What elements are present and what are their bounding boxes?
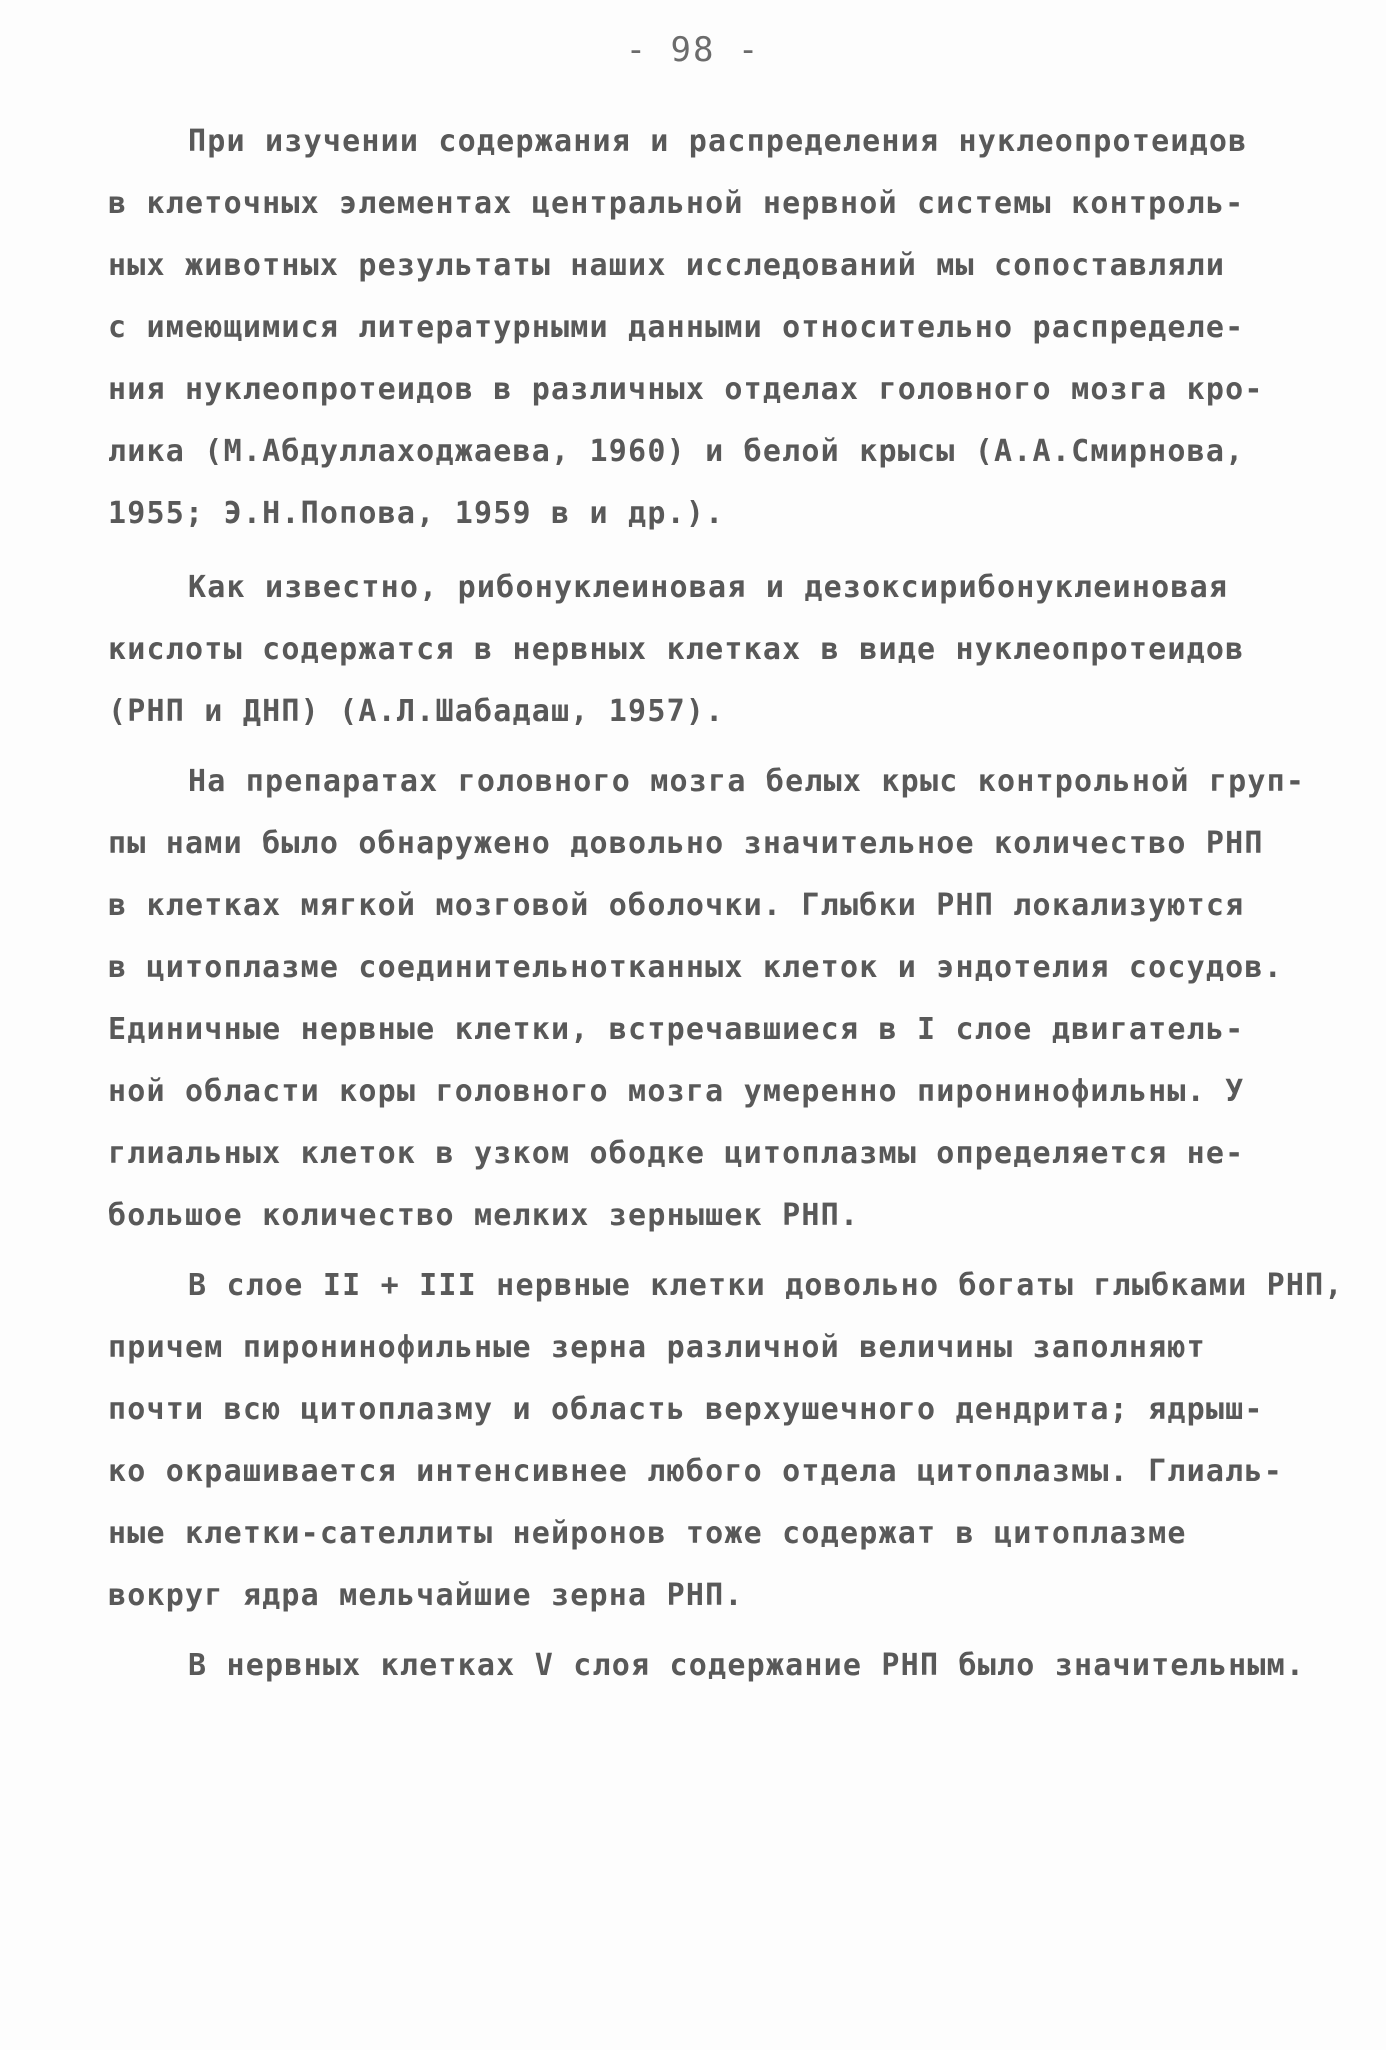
text-line: ной области коры головного мозга умеренно пиронинофильны. У	[108, 1074, 1245, 1109]
text-line: При изучении содержания и распределения нуклеопротеидов	[188, 124, 1248, 159]
text-line: глиальных клеток в узком ободке цитоплазмы определяется не-	[108, 1136, 1245, 1171]
text-line: лика (М.Абдуллаходжаева, 1960) и белой крысы (А.А.Смирнова,	[108, 434, 1245, 469]
text-line: Как известно, рибонуклеиновая и дезоксирибонуклеиновая	[188, 570, 1229, 605]
text-line: с имеющимися литературными данными относительно распределе-	[108, 310, 1245, 345]
text-line: Единичные нервные клетки, встречавшиеся в I слое двигатель-	[108, 1012, 1245, 1047]
text-line: (РНП и ДНП) (А.Л.Шабадаш, 1957).	[108, 694, 725, 729]
text-line: 1955; Э.Н.Попова, 1959 в и др.).	[108, 496, 725, 531]
text-line: На препаратах головного мозга белых крыс контрольной груп-	[188, 764, 1306, 799]
text-line: вокруг ядра мельчайшие зерна РНП.	[108, 1578, 744, 1613]
page-number: - 98 -	[625, 30, 761, 70]
text-line: пы нами было обнаружено довольно значительное количество РНП	[108, 826, 1264, 861]
text-line: В слое II + III нервные клетки довольно богаты глыбками РНП,	[188, 1268, 1344, 1303]
text-line: ных животных результаты наших исследований мы сопоставляли	[108, 248, 1226, 283]
text-line: ния нуклеопротеидов в различных отделах головного мозга кро-	[108, 372, 1264, 407]
text-line: в клеточных элементах центральной нервной системы контроль-	[108, 186, 1245, 221]
text-line: ные клетки-сателлиты нейронов тоже содержат в цитоплазме	[108, 1516, 1187, 1551]
text-line: большое количество мелких зернышек РНП.	[108, 1198, 860, 1233]
text-line: в клетках мягкой мозговой оболочки. Глыбки РНП локализуются	[108, 888, 1245, 923]
text-line: кислоты содержатся в нервных клетках в виде нуклеопротеидов	[108, 632, 1245, 667]
text-line: ко окрашивается интенсивнее любого отдела цитоплазмы. Глиаль-	[108, 1454, 1283, 1489]
text-line: В нервных клетках V слоя содержание РНП было значительным.	[188, 1648, 1306, 1683]
text-line: причем пиронинофильные зерна различной величины заполняют	[108, 1330, 1206, 1365]
text-line: почти всю цитоплазму и область верхушечного дендрита; ядрыш-	[108, 1392, 1264, 1427]
text-line: в цитоплазме соединительнотканных клеток и эндотелия сосудов.	[108, 950, 1283, 985]
